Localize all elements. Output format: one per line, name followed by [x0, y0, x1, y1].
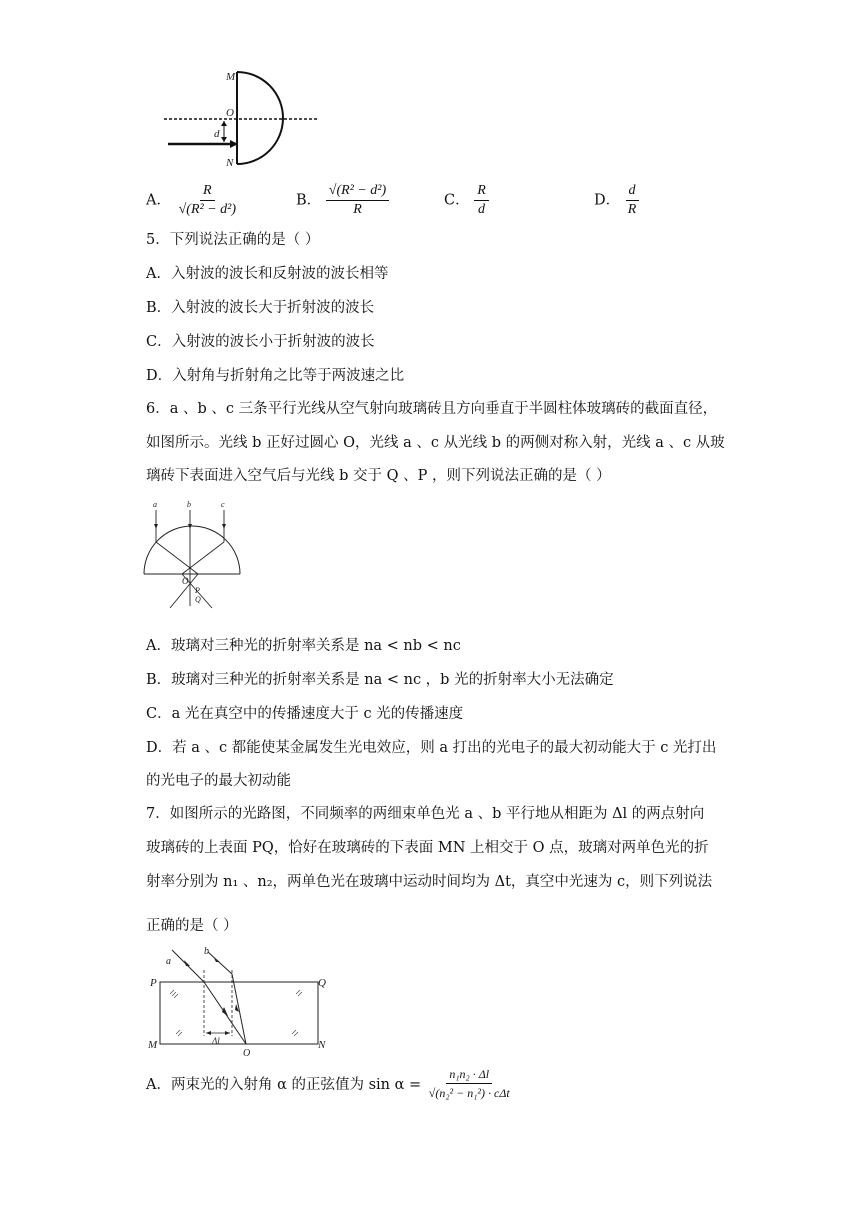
- label-O: O: [226, 107, 234, 119]
- label-b: b: [204, 946, 209, 957]
- fraction: [326, 183, 389, 218]
- fraction: [176, 183, 239, 218]
- option-letter: B．: [296, 192, 322, 209]
- numerator: √(R² − d²): [326, 183, 389, 201]
- fraction: [426, 1066, 513, 1101]
- denominator: √(R² − d²): [178, 202, 236, 217]
- label-O: O: [243, 1048, 251, 1058]
- q6-option-a[interactable]: A．玻璃对三种光的折射率关系是 na < nb < nc: [146, 638, 461, 654]
- option-letter: A．: [146, 192, 171, 209]
- semicircle-lens-figure: [158, 66, 328, 176]
- denominator: d: [478, 202, 485, 217]
- q5-option-d[interactable]: D．入射角与折射角之比等于两波速之比: [146, 368, 405, 384]
- q6-option-d-line1[interactable]: D．若 a 、c 都能使某金属发生光电效应，则 a 打出的光电子的最大初动能大于 c 光打出: [146, 740, 717, 756]
- denominator: R: [627, 202, 637, 217]
- q6-option-b[interactable]: B．玻璃对三种光的折射率关系是 na < nc ，b 光的折射率大小无法确定: [146, 672, 614, 688]
- q6-stem-line2: 如图所示。光线 b 正好过圆心 O，光线 a 、c 从光线 b 的两侧对称入射，光线 a 、c 从玻: [146, 435, 725, 451]
- option-letter: D．: [594, 192, 621, 209]
- q5-stem: 5．下列说法正确的是（ ）: [146, 232, 320, 248]
- label-Q: Q: [318, 977, 326, 989]
- label-P: P: [195, 586, 200, 595]
- label-delta-l: Δl: [212, 1036, 220, 1046]
- numerator: n₁n₂ · Δl: [446, 1066, 492, 1084]
- label-N: N: [226, 157, 234, 169]
- fraction: [474, 183, 489, 218]
- label-P: P: [150, 977, 157, 989]
- ray-label-a: a: [153, 500, 157, 509]
- denominator: √(n₂² − n₁²) · cΔt: [428, 1086, 510, 1100]
- option-a-text: A．两束光的入射角 α 的正弦值为 sin α =: [146, 1077, 422, 1093]
- label-Q: Q: [195, 595, 201, 604]
- q4-option-b[interactable]: [296, 183, 389, 218]
- q7-stem-line2: 玻璃砖的上表面 PQ，恰好在玻璃砖的下表面 MN 上相交于 O 点，玻璃对两单色光的折: [146, 840, 709, 856]
- q6-stem-line3: 璃砖下表面进入空气后与光线 b 交于 Q 、P ，则下列说法正确的是（ ）: [146, 468, 611, 484]
- q4-option-c[interactable]: [444, 183, 489, 218]
- label-a: a: [166, 956, 171, 967]
- ray-label-c: c: [221, 500, 225, 509]
- q7-stem-line1: 7．如图所示的光路图，不同频率的两细束单色光 a 、b 平行地从相距为 Δl 的两点射向: [146, 806, 705, 822]
- q6-option-c[interactable]: C．a 光在真空中的传播速度大于 c 光的传播速度: [146, 706, 464, 722]
- label-M: M: [226, 71, 236, 83]
- q7-stem-line3: 射率分别为 n₁ 、n₂，两单色光在玻璃中运动时间均为 Δt，真空中光速为 c，则下列说法: [146, 874, 713, 890]
- q7-stem-line4: 正确的是（ ）: [146, 918, 238, 934]
- option-letter: C．: [444, 192, 470, 209]
- glass-block-figure: [146, 942, 336, 1058]
- q5-option-b[interactable]: B．入射波的波长大于折射波的波长: [146, 300, 375, 316]
- numerator: d: [626, 183, 639, 201]
- label-M: M: [148, 1039, 158, 1051]
- label-O: O: [182, 576, 189, 586]
- denominator: R: [353, 202, 362, 217]
- q5-option-c[interactable]: C．入射波的波长小于折射波的波长: [146, 334, 375, 350]
- q6-option-d-line2: 的光电子的最大初动能: [146, 773, 291, 789]
- half-cylinder-figure: [140, 496, 250, 624]
- q5-option-a[interactable]: A．入射波的波长和反射波的波长相等: [146, 266, 389, 282]
- q6-stem-line1: 6．a 、b 、c 三条平行光线从空气射向玻璃砖且方向垂直于半圆柱体玻璃砖的截面直径，: [146, 401, 718, 417]
- fraction: [625, 183, 640, 218]
- q4-option-a[interactable]: [146, 183, 239, 218]
- q4-option-d[interactable]: [594, 183, 639, 218]
- q7-option-a[interactable]: [146, 1066, 513, 1101]
- numerator: R: [474, 183, 489, 201]
- ray-label-b: b: [187, 500, 191, 509]
- label-d: d: [214, 128, 220, 140]
- numerator: R: [200, 183, 215, 201]
- label-N: N: [318, 1039, 326, 1051]
